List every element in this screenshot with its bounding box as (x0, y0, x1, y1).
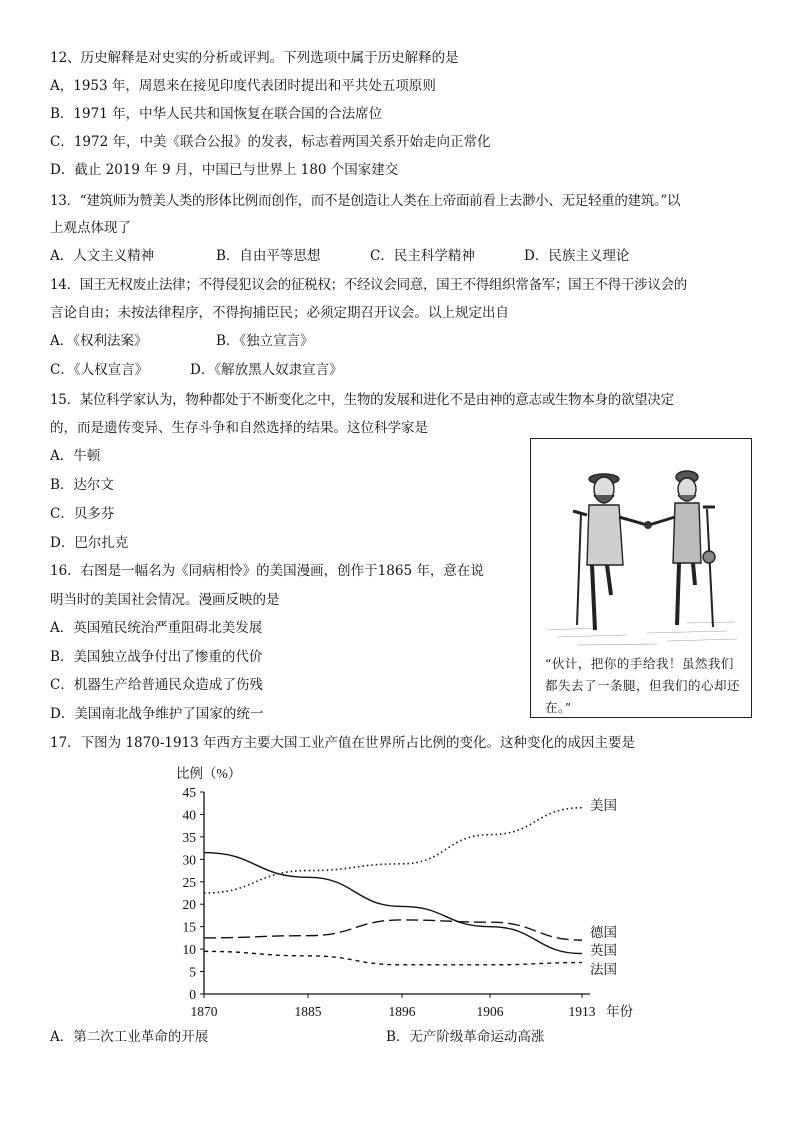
q14-stem-line2: 言论自由；未按法律程序，不得拘捕臣民；必须定期召开议会。以上规定出自 (50, 305, 509, 321)
q14-option-c: C．《人权宣言》 (50, 362, 149, 378)
cartoon-caption: “伙计，把你的手给我！虽然我们都失去了一条腿，但我们的心却还在。” (545, 656, 741, 715)
series-label-美国: 美国 (590, 798, 617, 813)
cartoon-illustration (537, 445, 745, 650)
series-label-英国: 英国 (590, 943, 617, 958)
q12-option-b: B．1971 年，中华人民共和国恢复在联合国的合法席位 (50, 106, 383, 122)
cartoon-figure (530, 438, 752, 718)
x-tick-label: 1906 (476, 1004, 504, 1019)
y-tick-label: 5 (189, 964, 196, 980)
q14-option-a: A．《权利法案》 (50, 333, 148, 349)
series-label-德国: 德国 (590, 925, 617, 940)
q16-option-c: C．机器生产给普通民众造成了伤残 (50, 677, 263, 693)
q13-option-d: D．民族主义理论 (524, 248, 630, 264)
chart-series (204, 808, 582, 965)
series-line-英国 (204, 853, 582, 954)
x-tick-label: 1896 (388, 1004, 416, 1019)
q16-option-a: A．英国殖民统治严重阻碍北美发展 (50, 620, 263, 636)
q12-stem: 12、历史解释是对史实的分析或评判。下列选项中属于历史解释的是 (50, 50, 459, 66)
y-tick-label: 35 (182, 829, 196, 845)
q14-stem-line1: 14．国王无权废止法律；不得侵犯议会的征税权；不经议会同意，国王不得组织常备军；国王不得干涉议会的 (50, 277, 687, 293)
y-tick-label: 15 (182, 919, 196, 935)
q12-option-c: C．1972 年，中美《联合公报》的发表，标志着两国关系开始走向正常化 (50, 134, 491, 150)
x-tick-label: 1913 (568, 1004, 596, 1019)
q15-option-c: C．贝多芬 (50, 506, 115, 522)
y-tick-label: 30 (182, 852, 196, 868)
y-tick-label: 20 (182, 897, 196, 913)
q17-option-b: B．无产阶级革命运动高涨 (386, 1029, 545, 1045)
q16-option-d: D．美国南北战争维护了国家的统一 (50, 706, 264, 722)
q15-option-b: B．达尔文 (50, 477, 114, 493)
q16-option-b: B．美国独立战争付出了惨重的代价 (50, 649, 263, 665)
series-line-德国 (204, 920, 582, 940)
q17-stem: 17．下图为 1870-1913 年西方主要大国工业产值在世界所占比例的变化。这种变化的成因主要是 (50, 735, 636, 751)
q16-stem-line2: 明当时的美国社会情况。漫画反映的是 (50, 592, 280, 608)
y-tick-label: 45 (182, 785, 196, 800)
q14-option-d: D．《解放黑人奴隶宣言》 (190, 362, 343, 378)
q15-stem-line2: 的，而是遗传变异、生存斗争和自然选择的结果。这位科学家是 (50, 420, 428, 436)
series-line-法国 (204, 951, 582, 964)
industrial-share-chart (150, 760, 650, 1025)
y-tick-label: 10 (182, 942, 196, 958)
q13-option-a: A．人文主义精神 (50, 248, 155, 264)
x-tick-label: 1885 (294, 1004, 322, 1019)
q14-option-b: B．《独立宣言》 (216, 333, 314, 349)
chart-labels (176, 766, 634, 1019)
chart-axes (200, 792, 590, 998)
y-tick-label: 0 (189, 987, 196, 1002)
q13-option-c: C．民主科学精神 (370, 248, 475, 264)
y-axis-label: 比例（%） (176, 766, 242, 781)
q13-option-b: B．自由平等思想 (216, 248, 321, 264)
q15-stem-line1: 15．某位科学家认为，物种都处于不断变化之中，生物的发展和进化不是由神的意志或生物本身的欲望决定 (50, 392, 674, 408)
q12-option-a: A，1953 年，周恩来在接见印度代表团时提出和平共处五项原则 (50, 78, 436, 94)
q15-option-d: D．巴尔扎克 (50, 535, 129, 551)
q17-option-a: A．第二次工业革命的开展 (50, 1029, 209, 1045)
x-tick-label: 1870 (190, 1004, 218, 1019)
series-label-法国: 法国 (590, 962, 617, 977)
q15-option-a: A．牛顿 (50, 448, 101, 464)
q13-stem-line2: 上观点体现了 (50, 220, 131, 236)
series-line-美国 (204, 808, 582, 893)
q13-stem-line1: 13．“建筑师为赞美人类的形体比例而创作，而不是创造让人类在上帝面前看上去渺小、无足轻重的建筑。”以 (50, 193, 681, 209)
x-axis-label: 年份 (606, 1004, 633, 1019)
q16-stem-line1: 16．右图是一幅名为《同病相怜》的美国漫画，创作于1865 年，意在说 (50, 563, 484, 579)
y-tick-label: 40 (182, 807, 196, 823)
y-tick-label: 25 (182, 874, 196, 890)
q12-option-d: D．截止 2019 年 9 月，中国已与世界上 180 个国家建交 (50, 162, 399, 178)
